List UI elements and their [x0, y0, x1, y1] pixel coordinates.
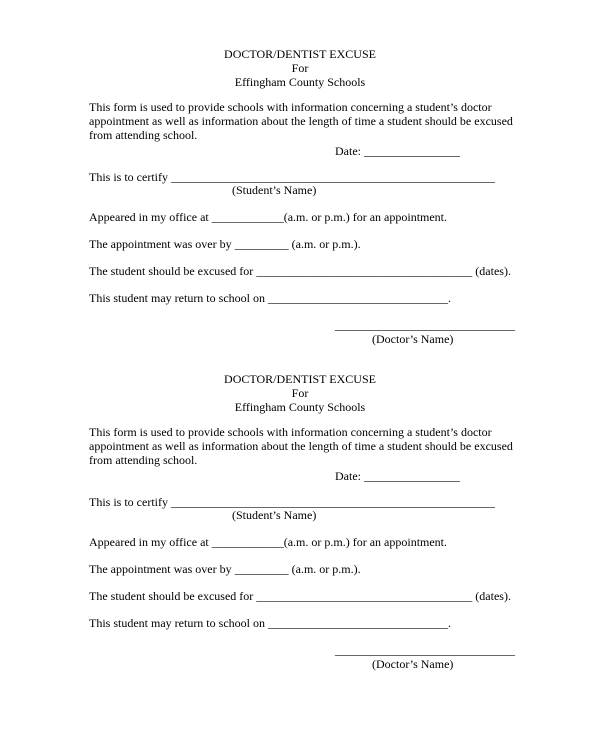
date-field[interactable]: Date: ________________: [335, 144, 460, 158]
intro-line: appointment as well as information about the length of time a student should be excused: [89, 439, 513, 453]
excused-dates-field[interactable]: The student should be excused for ____________________________________ (dates).: [89, 264, 511, 278]
intro-line: This form is used to provide schools with information concerning a student’s doctor: [89, 425, 492, 439]
return-date-field[interactable]: This student may return to school on ______________________________.: [89, 616, 451, 630]
intro-line: This form is used to provide schools with information concerning a student’s doctor: [89, 100, 492, 114]
intro-line: from attending school.: [89, 128, 198, 142]
appointment-over-field[interactable]: The appointment was over by _________ (a.m. or p.m.).: [89, 562, 361, 576]
certify-field[interactable]: This is to certify ______________________________________________________: [89, 170, 495, 184]
excused-dates-field[interactable]: The student should be excused for ____________________________________ (dates).: [89, 589, 511, 603]
form-title: DOCTOR/DENTIST EXCUSE: [224, 372, 376, 386]
appointment-over-field[interactable]: The appointment was over by _________ (a.m. or p.m.).: [89, 237, 361, 251]
doctor-name-label: (Doctor’s Name): [372, 657, 454, 671]
appeared-field[interactable]: Appeared in my office at ____________(a.m. or p.m.) for an appointment.: [89, 535, 448, 549]
return-date-field[interactable]: This student may return to school on ______________________________.: [89, 291, 451, 305]
excuse-form-bottom: [0, 325, 600, 671]
doctor-signature-line[interactable]: ______________________________: [335, 318, 515, 332]
student-name-label: (Student’s Name): [232, 508, 317, 522]
intro-paragraph: [89, 425, 513, 467]
form-for-line: For: [291, 386, 309, 400]
appeared-field[interactable]: Appeared in my office at ____________(a.m. or p.m.) for an appointment.: [89, 210, 448, 224]
excuse-form-top: [0, 0, 600, 346]
school-name: Effingham County Schools: [234, 75, 366, 89]
intro-paragraph: [89, 100, 513, 142]
doctor-name-label: (Doctor’s Name): [372, 332, 454, 346]
intro-line: from attending school.: [89, 453, 198, 467]
doctor-signature-line[interactable]: ______________________________: [335, 643, 515, 657]
intro-line: appointment as well as information about the length of time a student should be excused: [89, 114, 513, 128]
date-field[interactable]: Date: ________________: [335, 469, 460, 483]
form-for-line: For: [291, 61, 309, 75]
student-name-label: (Student’s Name): [232, 183, 317, 197]
certify-field[interactable]: This is to certify ______________________________________________________: [89, 495, 495, 509]
school-name: Effingham County Schools: [234, 400, 366, 414]
form-title: DOCTOR/DENTIST EXCUSE: [224, 47, 376, 61]
